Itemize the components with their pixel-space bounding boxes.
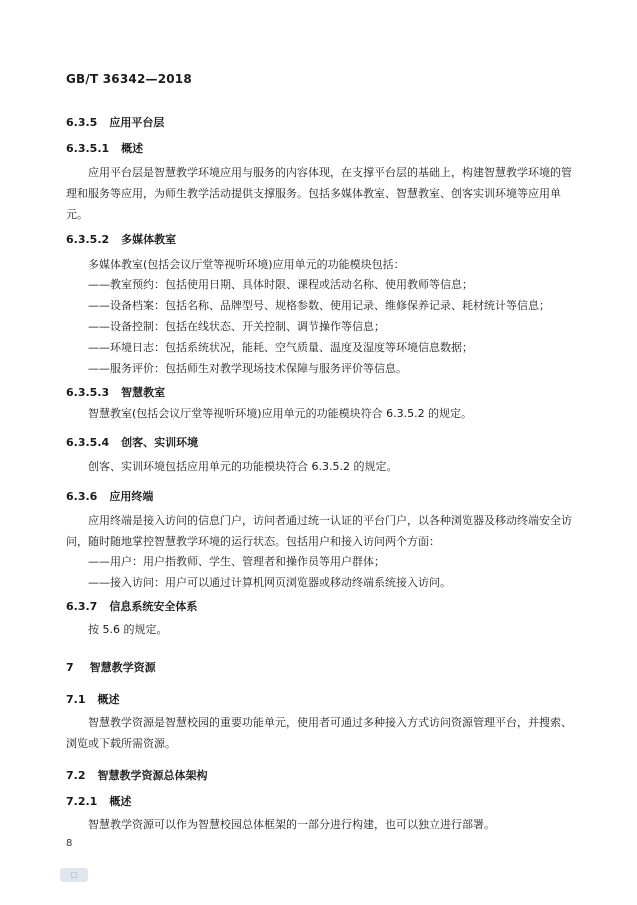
section-number: 6.3.5.1: [66, 142, 110, 155]
paragraph-6-3-6: 应用终端是接入访问的信息门户，访问者通过统一认证的平台门户，以各种浏览器及移动终端安全访问，随时随地掌控智慧教学环境的运行状态。包括用户和接入访问两个方面：: [66, 514, 572, 548]
paragraph-6-3-5-2-intro: 多媒体教室(包括会议厅堂等视听环境)应用单元的功能模块包括：: [88, 258, 405, 271]
list-item: ——用户：用户指教师、学生、管理者和操作员等用户群体；: [88, 555, 385, 568]
section-title: 概述: [109, 795, 132, 808]
watermark-logo: ▢: [60, 868, 88, 882]
standard-id: GB/T 36342—2018: [66, 72, 192, 86]
heading-6-3-5: [66, 114, 164, 130]
heading-6-3-5-2: [66, 231, 176, 247]
heading-6-3-5-1: [66, 140, 143, 156]
section-title: 智慧教室: [121, 386, 166, 399]
section-number: 6.3.6: [66, 490, 98, 503]
heading-6-3-5-3: [66, 384, 165, 400]
list-item: ——环境日志：包括系统状况，能耗、空气质量、温度及湿度等环境信息数据；: [88, 341, 473, 354]
paragraph-7-1: 智慧教学资源是智慧校园的重要功能单元，使用者可通过多种接入方式访问资源管理平台，并搜索、浏览或下载所需资源。: [66, 716, 572, 750]
list-item: ——教室预约：包括使用日期、具体时限、课程或活动名称、使用教师等信息；: [88, 278, 473, 291]
section-title: 多媒体教室: [121, 233, 177, 246]
section-title: 应用平台层: [109, 116, 165, 129]
section-number: 6.3.5.2: [66, 233, 110, 246]
section-number: 6.3.7: [66, 600, 98, 613]
heading-6-3-5-4: [66, 434, 198, 450]
list-item: ——设备档案：包括名称、品牌型号、规格参数、使用记录、维修保养记录、耗材统计等信息；: [88, 299, 550, 312]
section-title: 概述: [121, 142, 144, 155]
list-item: ——接入访问：用户可以通过计算机网页浏览器或移动终端系统接入访问。: [88, 576, 451, 589]
heading-6-3-6: [66, 488, 153, 504]
section-title: 信息系统安全体系: [109, 600, 198, 613]
section-title: 智慧教学资源总体架构: [97, 769, 208, 782]
heading-6-3-7: [66, 598, 197, 614]
section-title: 创客、实训环境: [121, 436, 199, 449]
paragraph-6-3-5-3: 智慧教室(包括会议厅堂等视听环境)应用单元的功能模块符合 6.3.5.2 的规定。: [88, 407, 473, 420]
section-number: 6.3.5.4: [66, 436, 110, 449]
heading-7: [66, 659, 156, 675]
list-item: ——服务评价：包括师生对教学现场技术保障与服务评价等信息。: [88, 362, 407, 375]
section-number: 7.2.1: [66, 795, 98, 808]
page-number: 8: [66, 838, 73, 849]
heading-7-1: [66, 691, 120, 707]
section-title: 智慧教学资源: [89, 661, 156, 674]
section-number: 7: [66, 661, 74, 674]
section-number: 6.3.5: [66, 116, 98, 129]
section-number: 7.2: [66, 769, 86, 782]
section-number: 6.3.5.3: [66, 386, 110, 399]
heading-7-2: [66, 767, 208, 783]
list-item: ——设备控制：包括在线状态、开关控制、调节操作等信息；: [88, 320, 385, 333]
paragraph-7-2-1: 智慧教学资源可以作为智慧校园总体框架的一部分进行构建，也可以独立进行部署。: [88, 818, 495, 831]
section-title: 概述: [97, 693, 120, 706]
section-title: 应用终端: [109, 490, 154, 503]
paragraph-6-3-5-4: 创客、实训环境包括应用单元的功能模块符合 6.3.5.2 的规定。: [88, 460, 398, 473]
section-number: 7.1: [66, 693, 86, 706]
paragraph-6-3-7: 按 5.6 的规定。: [88, 623, 168, 636]
paragraph-6-3-5-1: 应用平台层是智慧教学环境应用与服务的内容体现，在支撑平台层的基础上，构建智慧教学环境的管理和服务等应用，为师生教学活动提供支撑服务。包括多媒体教室、智慧教室、创客实训环境等应用单元。: [66, 166, 572, 221]
heading-7-2-1: [66, 793, 131, 809]
